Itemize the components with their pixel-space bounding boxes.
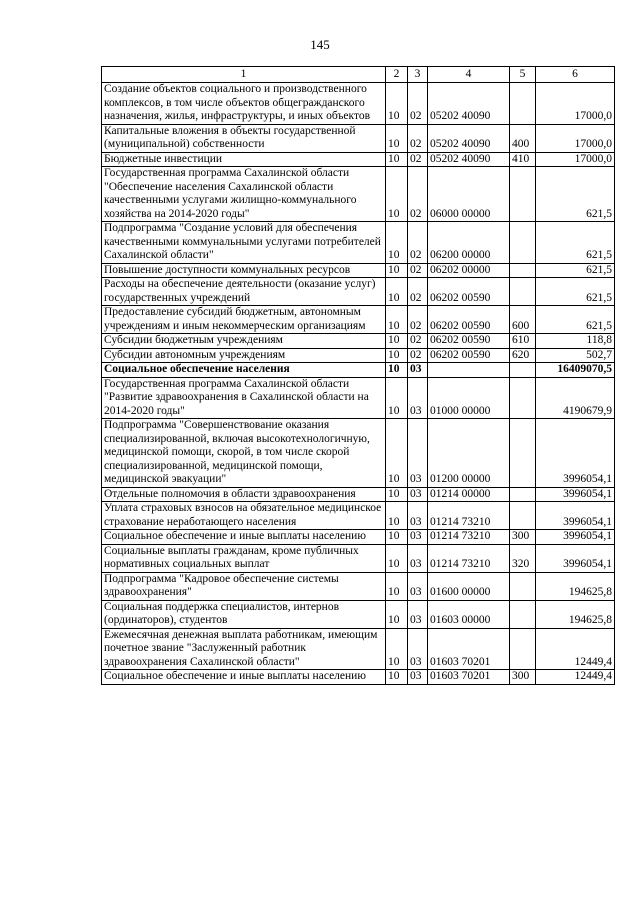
row-subsection-code: 02 (408, 222, 428, 264)
table-body (102, 83, 615, 685)
row-section-code: 10 (386, 670, 408, 685)
row-subsection-code: 03 (408, 530, 428, 545)
row-expense-type (510, 377, 536, 419)
table-row (102, 600, 615, 628)
table-row (102, 544, 615, 572)
row-amount: 502,7 (536, 348, 615, 363)
row-name: Повышение доступности коммунальных ресурсов (102, 263, 386, 278)
row-name: Социальное обеспечение и иные выплаты населению (102, 670, 386, 685)
row-name: Субсидии бюджетным учреждениям (102, 334, 386, 349)
row-expense-type (510, 263, 536, 278)
row-amount: 12449,4 (536, 628, 615, 670)
row-section-code: 10 (386, 83, 408, 125)
row-amount: 118,8 (536, 334, 615, 349)
table-row (102, 502, 615, 530)
row-amount: 194625,8 (536, 600, 615, 628)
row-name: Расходы на обеспечение деятельности (оказание услуг) государственных учреждений (102, 278, 386, 306)
row-amount: 3996054,1 (536, 502, 615, 530)
row-amount: 16409070,5 (536, 363, 615, 378)
row-expense-type: 610 (510, 334, 536, 349)
row-subsection-code: 02 (408, 263, 428, 278)
row-target-article: 05202 40090 (428, 83, 510, 125)
row-section-code: 10 (386, 348, 408, 363)
row-target-article: 01200 00000 (428, 419, 510, 488)
row-expense-type: 300 (510, 670, 536, 685)
row-target-article (428, 363, 510, 378)
row-target-article: 06200 00000 (428, 222, 510, 264)
row-amount: 621,5 (536, 263, 615, 278)
row-expense-type (510, 487, 536, 502)
budget-table (101, 66, 615, 685)
row-section-code: 10 (386, 502, 408, 530)
row-expense-type (510, 363, 536, 378)
row-subsection-code: 03 (408, 544, 428, 572)
row-target-article: 05202 40090 (428, 124, 510, 152)
column-header: 4 (428, 67, 510, 83)
row-target-article: 06202 00590 (428, 348, 510, 363)
table-row (102, 530, 615, 545)
row-expense-type (510, 600, 536, 628)
table-row (102, 419, 615, 488)
row-target-article: 01214 73210 (428, 544, 510, 572)
row-section-code: 10 (386, 222, 408, 264)
row-target-article: 01603 70201 (428, 670, 510, 685)
row-amount: 4190679,9 (536, 377, 615, 419)
row-amount: 12449,4 (536, 670, 615, 685)
row-name: Социальные выплаты гражданам, кроме публичных нормативных социальных выплат (102, 544, 386, 572)
row-name: Ежемесячная денежная выплата работникам, имеющим почетное звание "Заслуженный работник здравоохранения Сахалинской области" (102, 628, 386, 670)
row-expense-type: 320 (510, 544, 536, 572)
row-subsection-code: 02 (408, 306, 428, 334)
row-subsection-code: 02 (408, 348, 428, 363)
row-target-article: 06202 00590 (428, 278, 510, 306)
row-target-article: 01214 00000 (428, 487, 510, 502)
row-subsection-code: 02 (408, 152, 428, 167)
row-amount: 621,5 (536, 306, 615, 334)
row-target-article: 01214 73210 (428, 530, 510, 545)
row-name: Уплата страховых взносов на обязательное медицинское страхование неработающего населения (102, 502, 386, 530)
row-section-code: 10 (386, 263, 408, 278)
row-expense-type (510, 628, 536, 670)
row-subsection-code: 02 (408, 83, 428, 125)
row-section-code: 10 (386, 419, 408, 488)
row-subsection-code: 02 (408, 278, 428, 306)
row-section-code: 10 (386, 544, 408, 572)
row-section-code: 10 (386, 600, 408, 628)
row-amount: 17000,0 (536, 152, 615, 167)
row-expense-type (510, 419, 536, 488)
row-subsection-code: 03 (408, 487, 428, 502)
row-section-code: 10 (386, 530, 408, 545)
table-row (102, 222, 615, 264)
table-row (102, 124, 615, 152)
row-subsection-code: 02 (408, 124, 428, 152)
row-subsection-code: 03 (408, 419, 428, 488)
row-section-code: 10 (386, 152, 408, 167)
row-amount: 17000,0 (536, 124, 615, 152)
table-row (102, 487, 615, 502)
row-section-code: 10 (386, 306, 408, 334)
row-section-code: 10 (386, 167, 408, 222)
row-expense-type: 620 (510, 348, 536, 363)
table-row (102, 348, 615, 363)
row-expense-type: 400 (510, 124, 536, 152)
row-target-article: 06000 00000 (428, 167, 510, 222)
row-amount: 621,5 (536, 278, 615, 306)
row-amount: 621,5 (536, 222, 615, 264)
row-expense-type (510, 572, 536, 600)
row-section-code: 10 (386, 124, 408, 152)
table-row (102, 167, 615, 222)
row-amount: 621,5 (536, 167, 615, 222)
table-row (102, 306, 615, 334)
row-section-code: 10 (386, 363, 408, 378)
row-subsection-code: 03 (408, 502, 428, 530)
row-name: Создание объектов социального и производственного комплексов, в том числе объектов общегражданского назначения, жилья, инфраструктуры, и иных объектов (102, 83, 386, 125)
table-row (102, 152, 615, 167)
column-header: 5 (510, 67, 536, 83)
column-header: 1 (102, 67, 386, 83)
row-target-article: 01603 00000 (428, 600, 510, 628)
table-header-row (102, 67, 615, 83)
row-name: Подпрограмма "Совершенствование оказания специализированной, включая высокотехнологичную, медицинской помощи, скорой, в том числе скорой специализированной, медицинской помощи, медицинской эвакуации" (102, 419, 386, 488)
row-subsection-code: 03 (408, 628, 428, 670)
row-expense-type (510, 278, 536, 306)
table-row (102, 278, 615, 306)
table-row (102, 670, 615, 685)
row-name: Предоставление субсидий бюджетным, автономным учреждениям и иным некоммерческим организациям (102, 306, 386, 334)
row-amount: 3996054,1 (536, 544, 615, 572)
row-expense-type (510, 502, 536, 530)
row-expense-type: 600 (510, 306, 536, 334)
row-name: Отдельные полномочия в области здравоохранения (102, 487, 386, 502)
table-row (102, 628, 615, 670)
row-subsection-code: 03 (408, 670, 428, 685)
row-amount: 3996054,1 (536, 530, 615, 545)
row-target-article: 06202 00590 (428, 334, 510, 349)
row-amount: 17000,0 (536, 83, 615, 125)
row-expense-type (510, 222, 536, 264)
row-name: Подпрограмма "Создание условий для обеспечения качественными коммунальными услугами потребителей Сахалинской области" (102, 222, 386, 264)
row-target-article: 01000 00000 (428, 377, 510, 419)
row-subsection-code: 03 (408, 377, 428, 419)
row-subsection-code: 03 (408, 600, 428, 628)
table-row (102, 572, 615, 600)
table-row (102, 377, 615, 419)
row-section-code: 10 (386, 628, 408, 670)
row-section-code: 10 (386, 572, 408, 600)
row-subsection-code: 03 (408, 572, 428, 600)
row-section-code: 10 (386, 487, 408, 502)
row-name: Капитальные вложения в объекты государственной (муниципальной) собственности (102, 124, 386, 152)
row-expense-type (510, 83, 536, 125)
row-amount: 3996054,1 (536, 487, 615, 502)
row-target-article: 01600 00000 (428, 572, 510, 600)
row-name: Бюджетные инвестиции (102, 152, 386, 167)
row-expense-type: 410 (510, 152, 536, 167)
row-name: Социальная поддержка специалистов, интернов (ординаторов), студентов (102, 600, 386, 628)
table-row (102, 334, 615, 349)
row-target-article: 01214 73210 (428, 502, 510, 530)
row-subsection-code: 03 (408, 363, 428, 378)
row-section-code: 10 (386, 377, 408, 419)
row-name: Подпрограмма "Кадровое обеспечение системы здравоохранения" (102, 572, 386, 600)
row-name: Социальное обеспечение и иные выплаты населению (102, 530, 386, 545)
row-name: Государственная программа Сахалинской области "Развитие здравоохранения в Сахалинской области на 2014-2020 годы" (102, 377, 386, 419)
row-target-article: 01603 70201 (428, 628, 510, 670)
row-target-article: 05202 40090 (428, 152, 510, 167)
row-section-code: 10 (386, 334, 408, 349)
row-subsection-code: 02 (408, 334, 428, 349)
page-number: 145 (310, 37, 330, 52)
table-row (102, 363, 615, 378)
row-target-article: 06202 00590 (428, 306, 510, 334)
row-expense-type: 300 (510, 530, 536, 545)
row-subsection-code: 02 (408, 167, 428, 222)
row-section-code: 10 (386, 278, 408, 306)
row-expense-type (510, 167, 536, 222)
row-name: Социальное обеспечение населения (102, 363, 386, 378)
row-target-article: 06202 00000 (428, 263, 510, 278)
column-header: 3 (408, 67, 428, 83)
row-name: Субсидии автономным учреждениям (102, 348, 386, 363)
row-amount: 194625,8 (536, 572, 615, 600)
column-header: 6 (536, 67, 615, 83)
row-amount: 3996054,1 (536, 419, 615, 488)
table-row (102, 83, 615, 125)
table-row (102, 263, 615, 278)
row-name: Государственная программа Сахалинской области "Обеспечение населения Сахалинской области качественными услугами жилищно-коммунального хозяйства на 2014-2020 годы" (102, 167, 386, 222)
column-header: 2 (386, 67, 408, 83)
